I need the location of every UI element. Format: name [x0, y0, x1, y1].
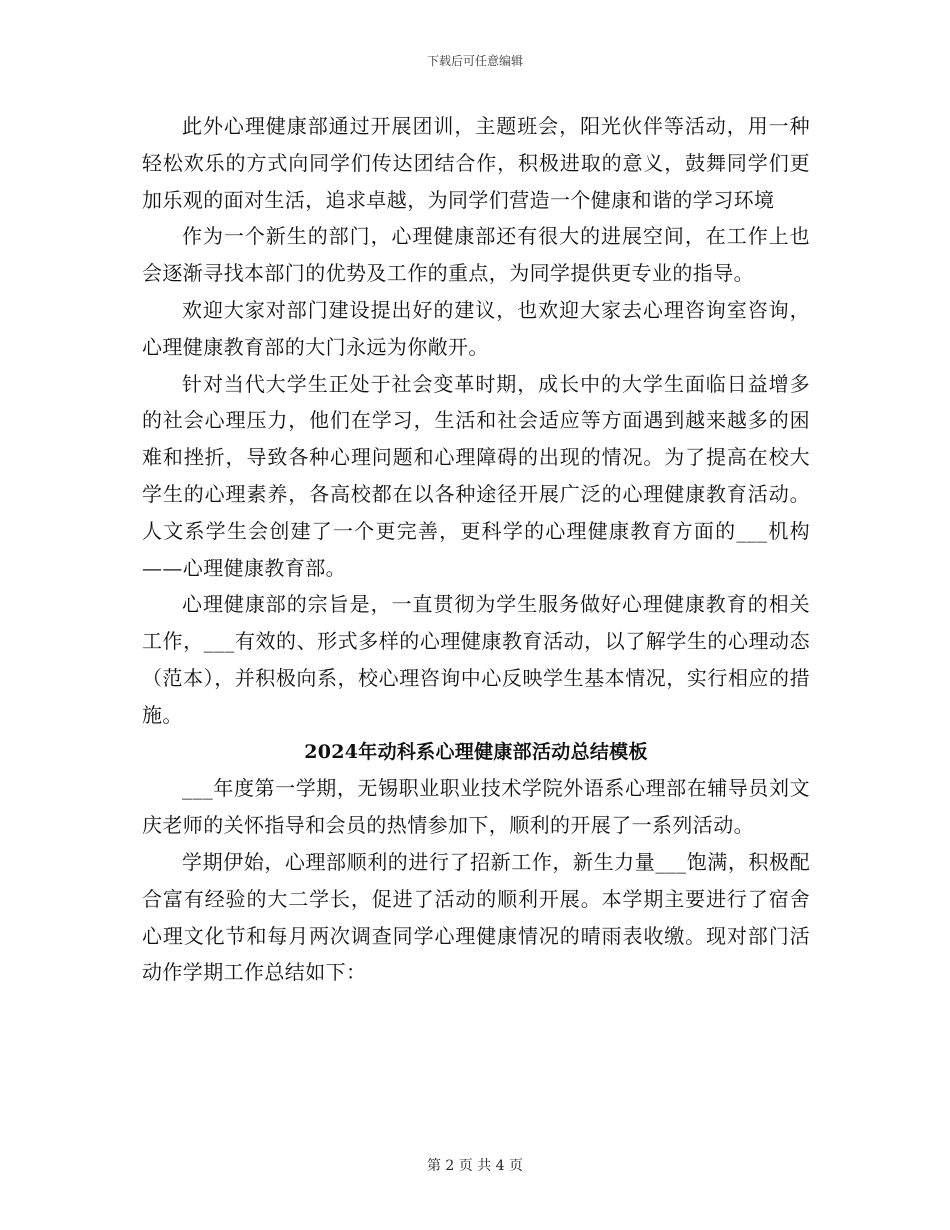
page-header-note: 下载后可任意编辑 — [426, 54, 523, 68]
paragraph-activities: 此外心理健康部通过开展团训，主题班会，阳光伙伴等活动，用一种轻松欢乐的方式向同学们传达团结合作，积极进取的意义，鼓舞同学们更加乐观的面对生活，追求卓越，为同学们营造一个健康和谐的学习环境 — [142, 114, 810, 212]
paragraph-background: 针对当代大学生正处于社会变革时期，成长中的大学生面临日益增多的社会心理压力，他们在学习，生活和社会适应等方面遇到越来越多的困难和挫折，导致各种心理问题和心理障碍的出现的情况。为了提高在校大学生的心理素养，各高校都在以各种途径开展广泛的心理健康教育活动。人文系学生会创建了一个更完善，更科学的心理健康教育方面的___机构——心理健康教育部。 — [142, 371, 810, 580]
paragraph-development-space: 作为一个新生的部门，心理健康部还有很大的进展空间，在工作上也会逐渐寻找本部门的优势及工作的重点，为同学提供更专业的指导。 — [142, 224, 810, 286]
paragraph-welcome: 欢迎大家对部门建设提出好的建议，也欢迎大家去心理咨询室咨询，心理健康教育部的大门永远为你敞开。 — [142, 297, 810, 359]
page-number: 第 2 页 共 4 页 — [426, 1158, 524, 1174]
section-title: 2024年动科系心理健康部活动总结模板 — [304, 740, 648, 763]
paragraph-semester-intro: ___年度第一学期，无锡职业职业技术学院外语系心理部在辅导员刘文庆老师的关怀指导和会员的热情参加下，顺利的开展了一系列活动。 — [142, 776, 810, 838]
paragraph-purpose: 心理健康部的宗旨是，一直贯彻为学生服务做好心理健康教育的相关工作，___有效的、形式多样的心理健康教育活动，以了解学生的心理动态（范本），并积极向系，校心理咨询中心反映学生基本情况，实行相应的措施。 — [142, 592, 810, 727]
document-body — [142, 108, 810, 991]
paragraph-recruitment: 学期伊始，心理部顺利的进行了招新工作，新生力量___饱满，积极配合富有经验的大二学长，促进了活动的顺利开展。本学期主要进行了宿舍心理文化节和每月两次调查同学心理健康情况的晴雨表收缴。现对部门活动作学期工作总结如下： — [142, 849, 810, 985]
